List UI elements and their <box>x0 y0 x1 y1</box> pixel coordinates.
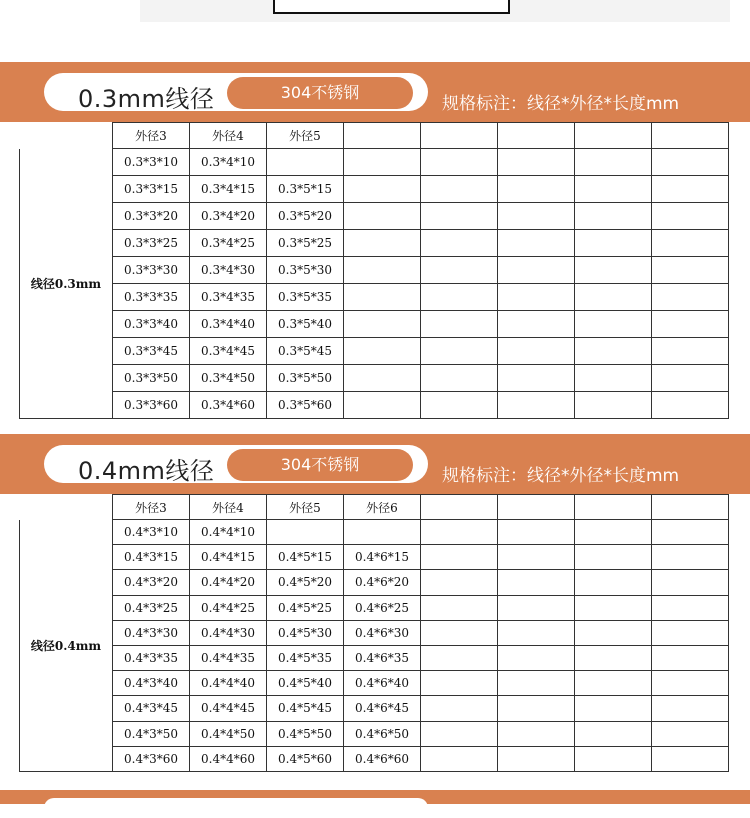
table-cell: 0.4*6*40 <box>344 671 421 696</box>
table-cell: 0.4*5*40 <box>267 671 344 696</box>
table-cell: 0.3*3*60 <box>113 392 190 419</box>
table-cell: 0.4*5*45 <box>267 696 344 721</box>
top-image-frame <box>273 0 510 14</box>
table-cell: 0.4*4*10 <box>190 520 267 545</box>
column-header <box>575 495 652 520</box>
table-cell: 0.3*3*35 <box>113 284 190 311</box>
column-header: 外径5 <box>267 495 344 520</box>
table-cell: 0.4*5*25 <box>267 595 344 620</box>
table-cell <box>267 149 344 176</box>
table-corner <box>20 123 113 149</box>
table-cell <box>575 721 652 746</box>
table-cell <box>498 671 575 696</box>
column-header <box>652 495 729 520</box>
table-cell: 0.4*4*15 <box>190 545 267 570</box>
table-cell <box>344 392 421 419</box>
table-cell <box>498 338 575 365</box>
column-header: 外径3 <box>113 495 190 520</box>
table-row <box>20 545 729 570</box>
table-cell <box>344 284 421 311</box>
table-cell: 0.4*3*35 <box>113 645 190 670</box>
table-cell <box>498 203 575 230</box>
section-title: 0.4mm线径 <box>78 457 215 485</box>
table-cell: 0.4*5*60 <box>267 746 344 771</box>
section-title: 0.3mm线径 <box>78 85 215 113</box>
spec-table <box>19 494 729 772</box>
table-cell: 0.4*3*10 <box>113 520 190 545</box>
table-cell <box>421 176 498 203</box>
table-cell: 0.4*6*50 <box>344 721 421 746</box>
table-cell <box>344 230 421 257</box>
spec-note: 规格标注：线径*外径*长度mm <box>442 94 680 114</box>
table-cell <box>421 520 498 545</box>
table-cell: 0.4*3*20 <box>113 570 190 595</box>
table-row <box>20 721 729 746</box>
column-header <box>498 495 575 520</box>
table-cell: 0.4*3*25 <box>113 595 190 620</box>
table-row <box>20 746 729 771</box>
table-row <box>20 520 729 545</box>
table-cell <box>575 365 652 392</box>
table-cell: 0.4*4*35 <box>190 645 267 670</box>
table-cell <box>575 149 652 176</box>
table-cell: 0.3*4*20 <box>190 203 267 230</box>
table-cell <box>344 365 421 392</box>
table-cell: 0.3*5*15 <box>267 176 344 203</box>
table-cell <box>421 392 498 419</box>
table-cell <box>652 570 729 595</box>
table-cell: 0.3*5*25 <box>267 230 344 257</box>
table-cell <box>575 696 652 721</box>
table-cell <box>652 645 729 670</box>
table-row <box>20 284 729 311</box>
table-cell <box>652 696 729 721</box>
table-cell: 0.4*3*45 <box>113 696 190 721</box>
table-cell <box>421 671 498 696</box>
table-cell <box>498 257 575 284</box>
table-cell <box>652 721 729 746</box>
table-cell: 0.3*4*50 <box>190 365 267 392</box>
table-cell <box>498 696 575 721</box>
table-cell <box>575 392 652 419</box>
table-cell <box>652 545 729 570</box>
table-cell: 0.3*5*35 <box>267 284 344 311</box>
table-cell <box>421 721 498 746</box>
table-cell: 0.4*5*15 <box>267 545 344 570</box>
table-cell: 0.4*6*25 <box>344 595 421 620</box>
table-row <box>20 570 729 595</box>
table-cell: 0.3*3*45 <box>113 338 190 365</box>
table-cell <box>421 545 498 570</box>
table-cell: 0.4*5*30 <box>267 620 344 645</box>
table-cell <box>652 595 729 620</box>
table-cell: 0.4*4*20 <box>190 570 267 595</box>
table-cell <box>421 230 498 257</box>
table-row <box>20 149 729 176</box>
table-cell: 0.3*4*10 <box>190 149 267 176</box>
table-cell <box>498 520 575 545</box>
table-cell: 0.4*3*50 <box>113 721 190 746</box>
table-cell: 0.3*4*35 <box>190 284 267 311</box>
table-cell <box>421 620 498 645</box>
table-cell <box>344 149 421 176</box>
table-cell <box>575 645 652 670</box>
table-cell <box>498 545 575 570</box>
table-row <box>20 230 729 257</box>
column-header <box>421 123 498 149</box>
table-row <box>20 257 729 284</box>
table-cell <box>498 620 575 645</box>
column-header <box>344 123 421 149</box>
table-row <box>20 338 729 365</box>
table-cell <box>421 365 498 392</box>
table-row <box>20 645 729 670</box>
table-cell <box>421 311 498 338</box>
table-cell: 0.3*4*15 <box>190 176 267 203</box>
table-cell: 0.4*5*20 <box>267 570 344 595</box>
material-badge: 304不锈钢 <box>227 77 413 109</box>
table-cell <box>421 570 498 595</box>
table-cell <box>498 284 575 311</box>
table-cell <box>344 203 421 230</box>
table-cell <box>575 284 652 311</box>
table-cell: 0.4*3*15 <box>113 545 190 570</box>
table-cell: 0.4*6*20 <box>344 570 421 595</box>
table-cell <box>498 149 575 176</box>
table-cell <box>575 257 652 284</box>
section-header-band <box>0 434 750 494</box>
table-cell <box>498 176 575 203</box>
table-cell <box>575 671 652 696</box>
table-cell: 0.3*3*25 <box>113 230 190 257</box>
table-cell <box>421 149 498 176</box>
table-cell: 0.4*5*35 <box>267 645 344 670</box>
spec-table <box>19 122 729 419</box>
table-row <box>20 671 729 696</box>
column-header <box>498 123 575 149</box>
table-cell <box>421 746 498 771</box>
table-cell <box>652 176 729 203</box>
table-cell: 0.3*3*40 <box>113 311 190 338</box>
table-cell <box>421 696 498 721</box>
table-cell <box>575 230 652 257</box>
table-cell <box>498 311 575 338</box>
table-cell: 0.4*4*60 <box>190 746 267 771</box>
spec-note: 规格标注：线径*外径*长度mm <box>442 466 680 486</box>
table-row <box>20 620 729 645</box>
table-cell <box>652 365 729 392</box>
table-cell <box>498 746 575 771</box>
table-cell <box>652 203 729 230</box>
table-cell: 0.4*3*30 <box>113 620 190 645</box>
table-cell: 0.4*4*30 <box>190 620 267 645</box>
table-cell <box>498 392 575 419</box>
table-cell <box>498 570 575 595</box>
table-cell <box>267 520 344 545</box>
table-cell: 0.4*6*45 <box>344 696 421 721</box>
table-cell <box>575 545 652 570</box>
table-cell: 0.3*3*30 <box>113 257 190 284</box>
table-row <box>20 203 729 230</box>
table-cell: 0.3*5*40 <box>267 311 344 338</box>
table-cell <box>652 257 729 284</box>
table-cell <box>575 338 652 365</box>
table-cell: 0.3*4*30 <box>190 257 267 284</box>
table-cell: 0.3*4*25 <box>190 230 267 257</box>
table-cell <box>652 671 729 696</box>
table-cell: 0.4*6*15 <box>344 545 421 570</box>
table-cell <box>498 721 575 746</box>
table-cell <box>652 284 729 311</box>
table-cell: 0.3*4*60 <box>190 392 267 419</box>
row-label: 线径0.4mm <box>20 520 113 772</box>
column-header <box>421 495 498 520</box>
table-cell <box>344 257 421 284</box>
table-cell: 0.3*5*20 <box>267 203 344 230</box>
table-row <box>20 311 729 338</box>
table-row <box>20 176 729 203</box>
table-cell <box>652 392 729 419</box>
table-row <box>20 365 729 392</box>
table-cell: 0.3*5*30 <box>267 257 344 284</box>
table-cell <box>652 338 729 365</box>
table-cell: 0.3*3*20 <box>113 203 190 230</box>
table-cell: 0.3*5*50 <box>267 365 344 392</box>
table-cell <box>652 746 729 771</box>
column-header: 外径6 <box>344 495 421 520</box>
next-title-pill <box>44 798 428 818</box>
column-header <box>652 123 729 149</box>
table-cell <box>498 595 575 620</box>
table-cell: 0.4*6*30 <box>344 620 421 645</box>
table-cell: 0.3*4*40 <box>190 311 267 338</box>
table-cell <box>421 284 498 311</box>
column-header: 外径3 <box>113 123 190 149</box>
table-cell <box>421 203 498 230</box>
table-cell: 0.4*4*50 <box>190 721 267 746</box>
table-cell: 0.3*3*10 <box>113 149 190 176</box>
table-row <box>20 595 729 620</box>
table-cell <box>652 149 729 176</box>
table-cell <box>421 257 498 284</box>
table-cell <box>652 520 729 545</box>
column-header: 外径4 <box>190 495 267 520</box>
table-cell: 0.4*3*40 <box>113 671 190 696</box>
table-cell <box>575 176 652 203</box>
table-cell: 0.4*4*25 <box>190 595 267 620</box>
table-cell <box>575 520 652 545</box>
table-cell <box>498 365 575 392</box>
table-row <box>20 392 729 419</box>
table-cell <box>652 311 729 338</box>
table-cell <box>421 645 498 670</box>
table-cell <box>575 203 652 230</box>
table-cell: 0.4*3*60 <box>113 746 190 771</box>
table-cell <box>421 595 498 620</box>
table-cell <box>498 230 575 257</box>
table-cell <box>344 520 421 545</box>
table-cell <box>575 570 652 595</box>
table-cell <box>575 311 652 338</box>
table-cell <box>652 620 729 645</box>
column-header <box>575 123 652 149</box>
table-cell <box>652 230 729 257</box>
column-header: 外径5 <box>267 123 344 149</box>
table-cell: 0.3*3*50 <box>113 365 190 392</box>
row-label: 线径0.3mm <box>20 149 113 419</box>
table-cell <box>575 595 652 620</box>
table-cell: 0.3*5*60 <box>267 392 344 419</box>
table-cell: 0.4*5*50 <box>267 721 344 746</box>
table-cell <box>575 746 652 771</box>
table-cell <box>344 311 421 338</box>
table-cell <box>421 338 498 365</box>
table-cell <box>344 176 421 203</box>
column-header: 外径4 <box>190 123 267 149</box>
table-corner <box>20 495 113 520</box>
table-cell: 0.4*4*45 <box>190 696 267 721</box>
table-cell <box>344 338 421 365</box>
section-header-band <box>0 62 750 122</box>
table-cell: 0.4*6*60 <box>344 746 421 771</box>
table-cell: 0.3*3*15 <box>113 176 190 203</box>
material-badge: 304不锈钢 <box>227 449 413 481</box>
table-cell <box>498 645 575 670</box>
table-cell: 0.4*4*40 <box>190 671 267 696</box>
table-cell <box>575 620 652 645</box>
table-cell: 0.3*4*45 <box>190 338 267 365</box>
table-cell: 0.4*6*35 <box>344 645 421 670</box>
table-cell: 0.3*5*45 <box>267 338 344 365</box>
table-row <box>20 696 729 721</box>
